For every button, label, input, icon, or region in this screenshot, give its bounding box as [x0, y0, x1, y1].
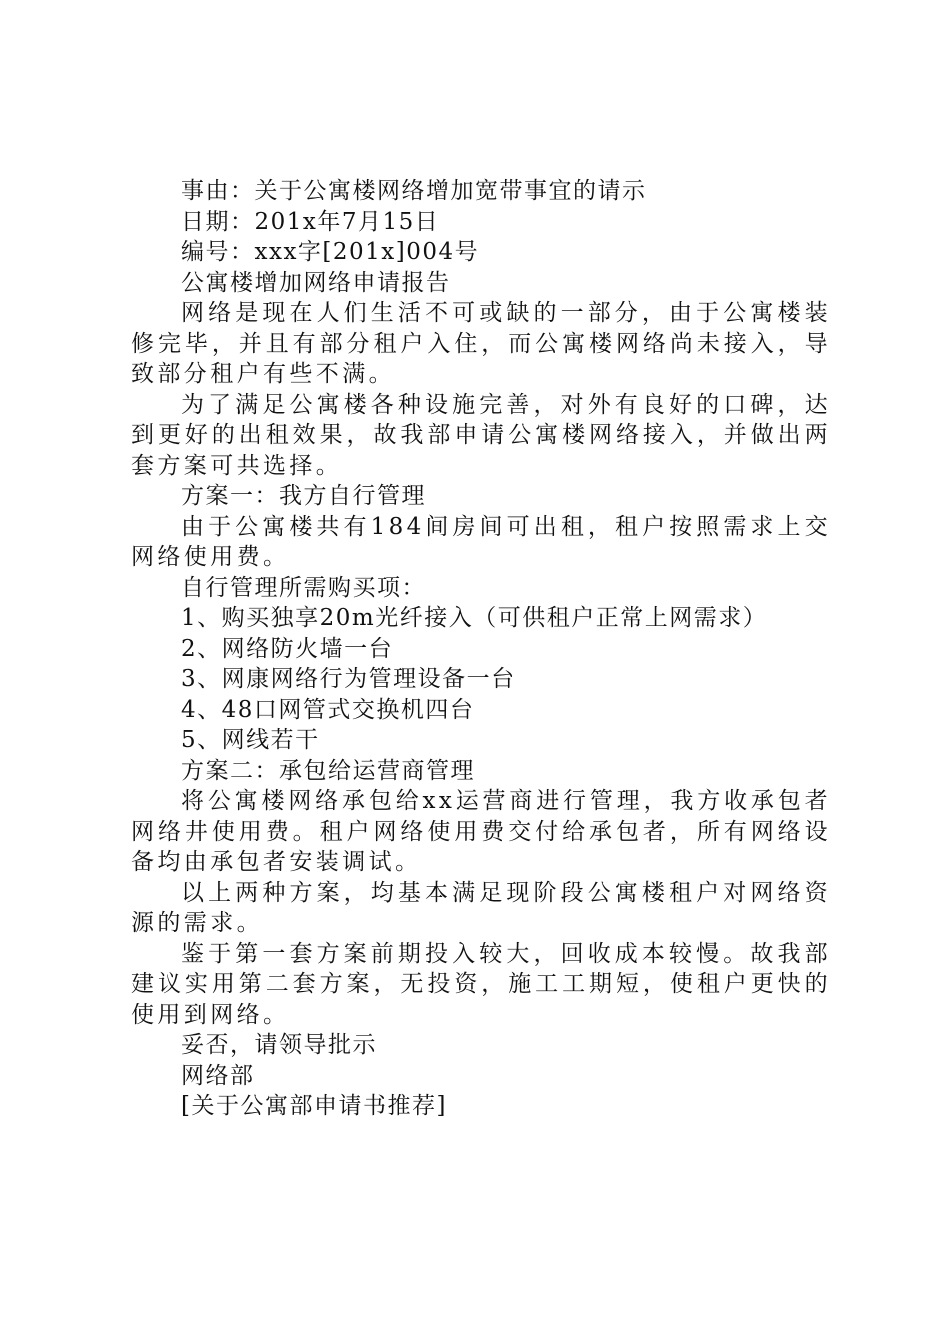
closing-line: 妥否，请领导批示	[181, 1032, 377, 1058]
paragraph-summary: 以上两种方案，均基本满足现阶段公寓楼租户对网络资源的需求。	[131, 879, 831, 936]
paragraph-purpose: 为了满足公寓楼各种设施完善，对外有良好的口碑，达到更好的出租效果，故我部申请公寓楼网络接入，并做出两套方案可共选择。	[131, 391, 831, 479]
plan1-item: 1、购买独享20m光纤接入（可供租户正常上网需求）	[181, 605, 768, 631]
report-title: 公寓楼增加网络申请报告	[181, 269, 451, 296]
plan1-item: 2、网络防火墙一台	[181, 635, 394, 662]
plan1-items-title: 自行管理所需购买项：	[181, 574, 426, 601]
paragraph-recommendation: 鉴于第一套方案前期投入较大，回收成本较慢。故我部建议实用第二套方案，无投资，施工工期短，使租户更快的使用到网络。	[131, 940, 831, 1028]
plan2-description: 将公寓楼网络承包给xx运营商进行管理，我方收承包者网络井使用费。租户网络使用费交付给承包者，所有网络设备均由承包者安装调试。	[131, 788, 831, 875]
plan1-item: 5、网线若干	[181, 727, 320, 753]
department-signature: 网络部	[181, 1062, 255, 1089]
paragraph-intro: 网络是现在人们生活不可或缺的一部分，由于公寓楼装修完毕，并且有部分租户入住，而公寓楼网络尚未接入，导致部分租户有些不满。	[131, 300, 831, 387]
plan1-title: 方案一：我方自行管理	[181, 483, 426, 509]
plan1-description: 由于公寓楼共有184间房间可出租，租户按照需求上交网络使用费。	[131, 513, 831, 570]
document-content	[131, 176, 831, 1122]
number-line: 编号：xxx字[201x]004号	[181, 239, 480, 265]
related-link[interactable]: [关于公寓部申请书推荐]	[181, 1093, 447, 1119]
plan1-item: 4、48口网管式交换机四台	[181, 696, 475, 723]
subject-line: 事由：关于公寓楼网络增加宽带事宜的请示	[181, 178, 647, 204]
plan1-item: 3、网康网络行为管理设备一台	[181, 666, 516, 692]
plan2-title: 方案二：承包给运营商管理	[181, 757, 475, 784]
date-line: 日期：201x年7月15日	[181, 208, 440, 235]
